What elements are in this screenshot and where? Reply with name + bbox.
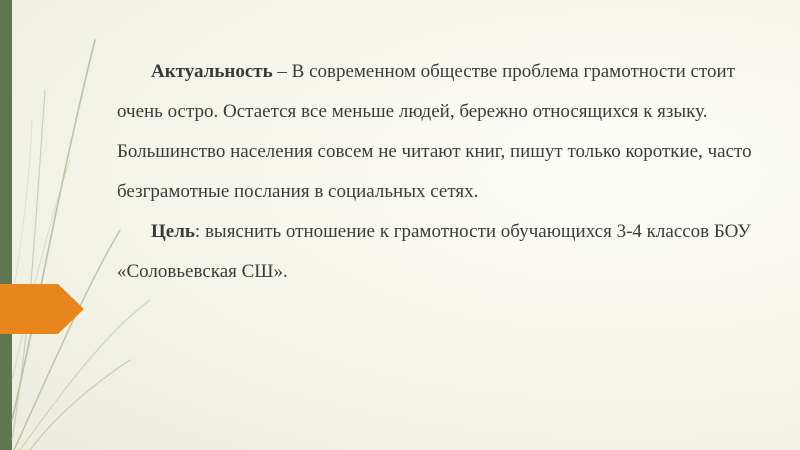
goal-term: Цель (151, 221, 195, 242)
relevance-paragraph (117, 52, 767, 212)
relevance-term: Актуальность (151, 61, 273, 82)
relevance-text: – В современном обществе проблема грамотности стоит очень остро. Остается все меньше людей, бережно относящихся к языку. Большинство населения совсем не читают книг, пишут только короткие, часто безграмотные послания в социальных сетях. (117, 61, 752, 202)
orange-arrow-shape (0, 284, 84, 334)
goal-paragraph (117, 212, 767, 292)
slide-text (117, 52, 767, 292)
goal-text: : выяснить отношение к грамотности обучающихся 3-4 классов БОУ «Соловьевская СШ». (117, 221, 751, 282)
